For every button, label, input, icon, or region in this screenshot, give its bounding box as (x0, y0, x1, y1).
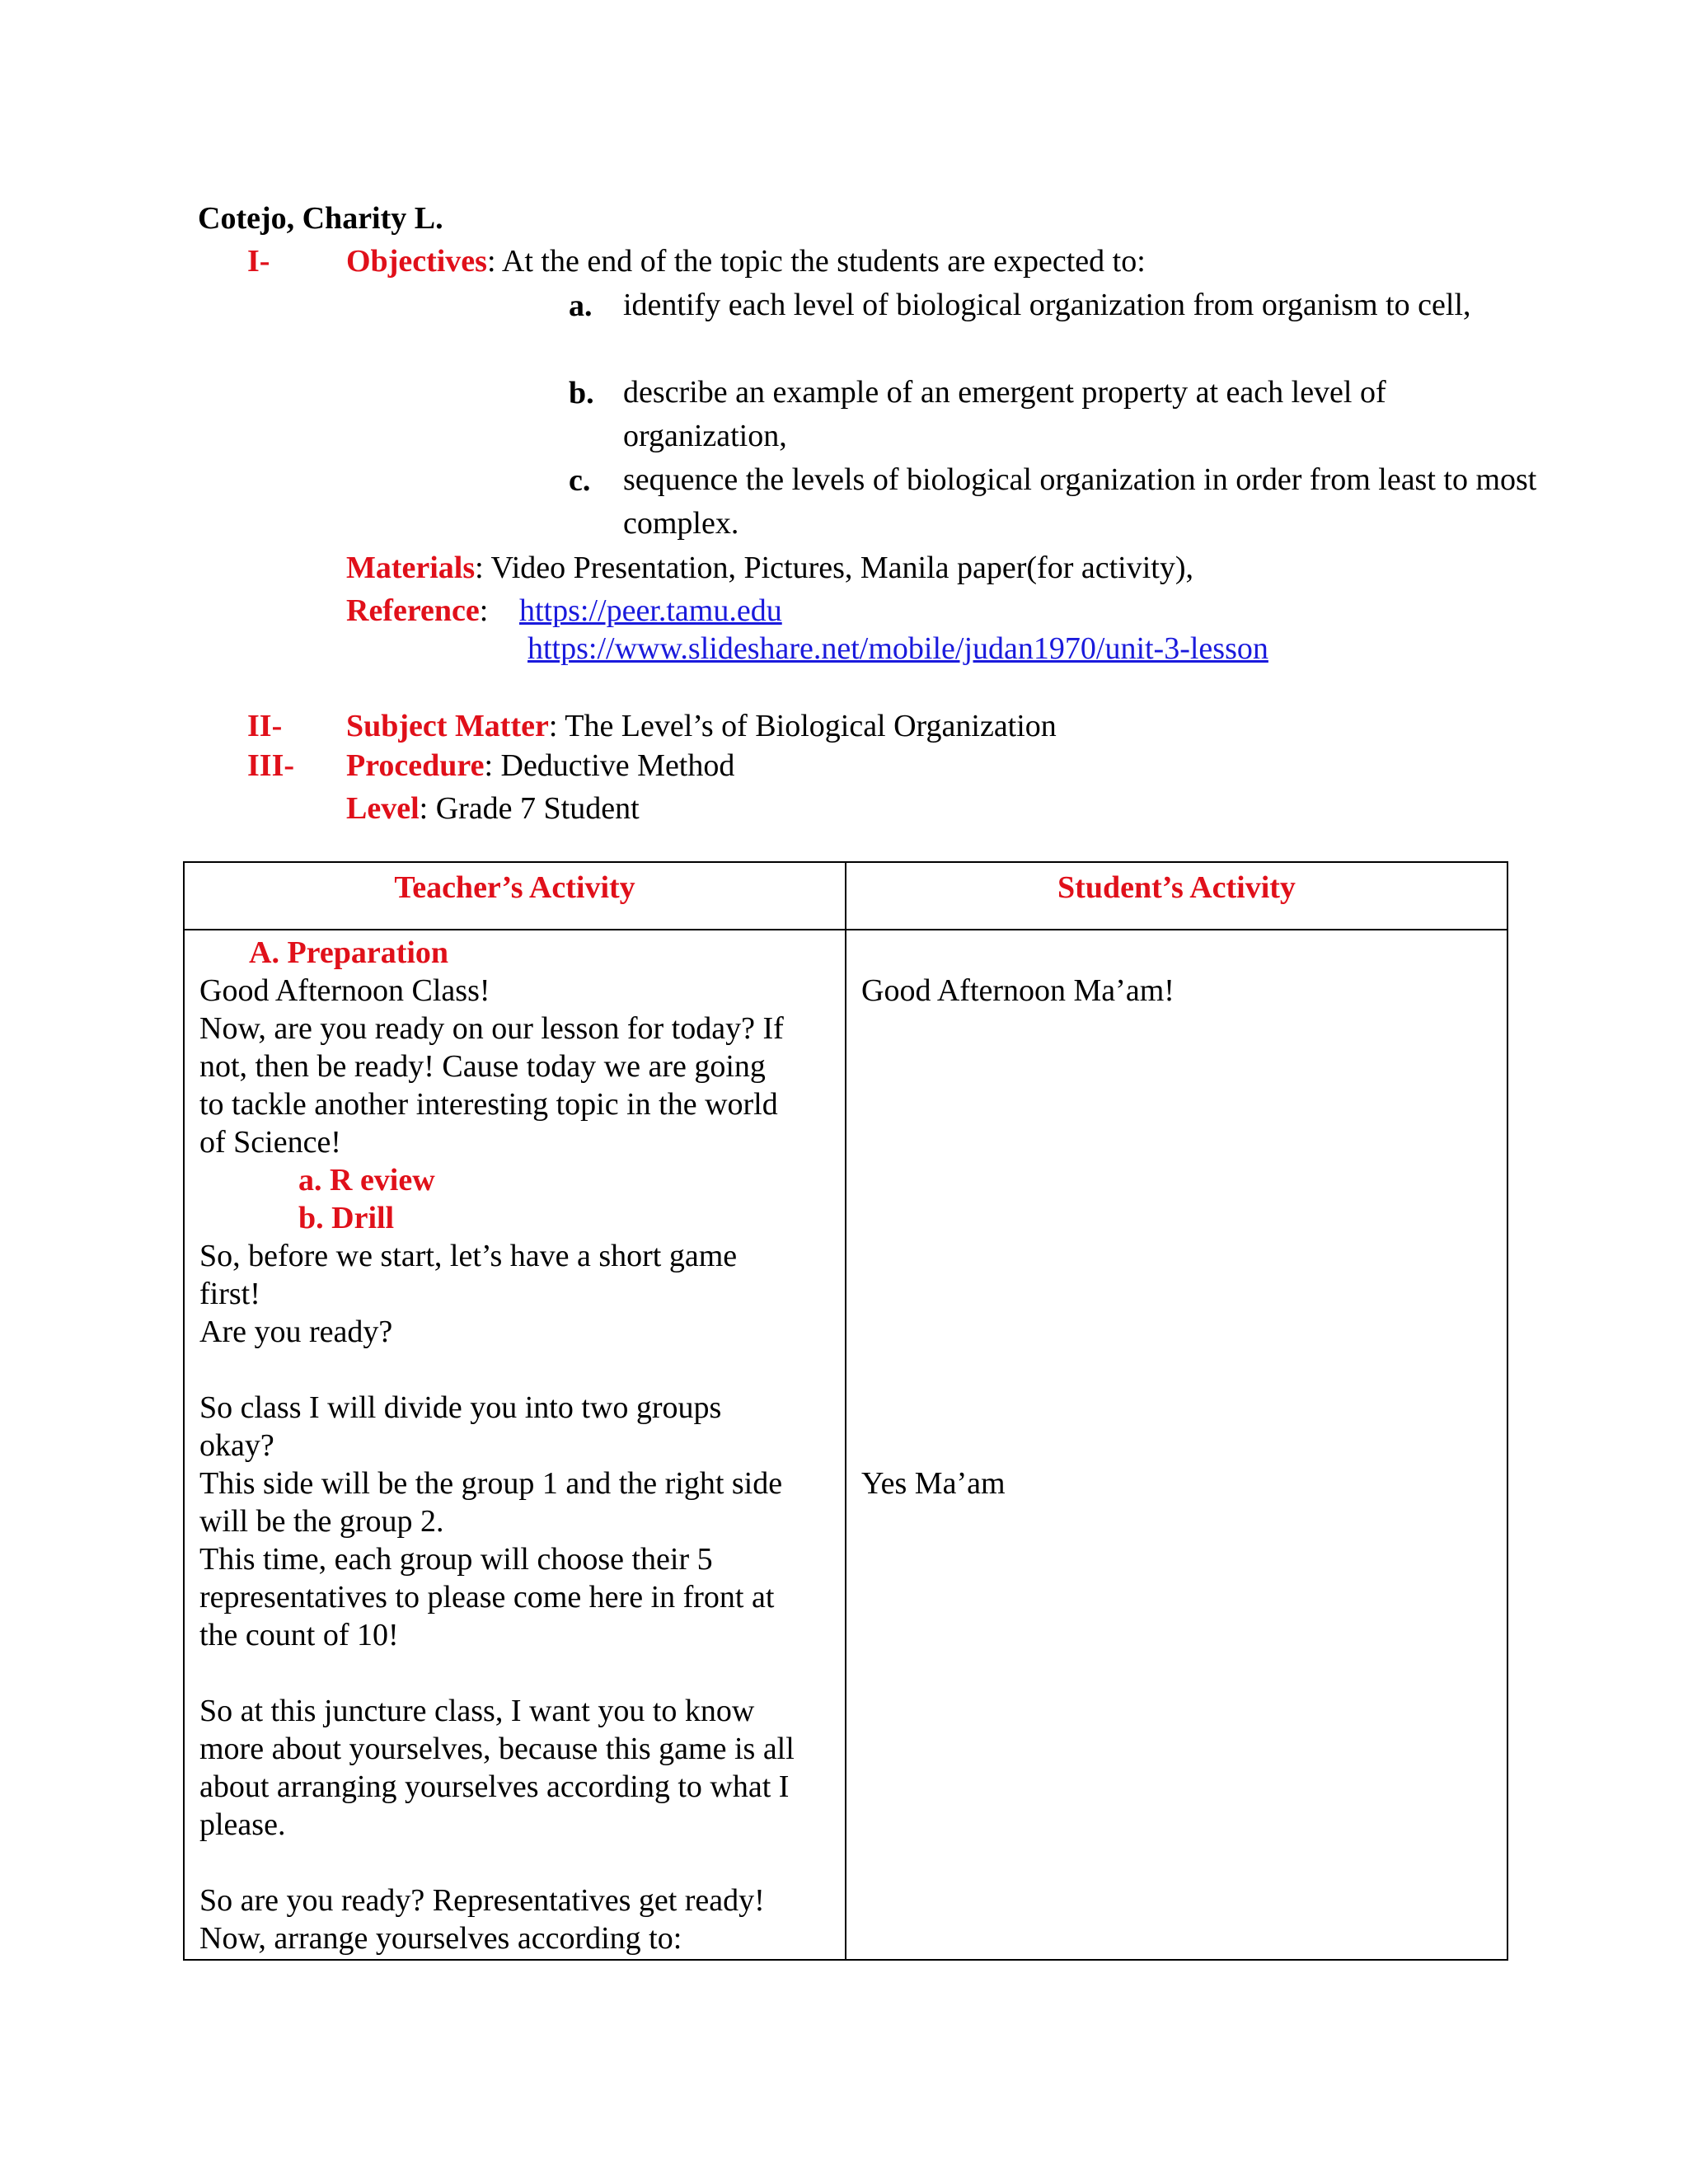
objective-letter: c. (569, 463, 591, 498)
level-label: Level (346, 791, 420, 826)
objective-text: identify each level of biological organization from organism to cell, (623, 288, 1471, 322)
author-name: Cotejo, Charity L. (198, 201, 443, 236)
objective-letter: b. (569, 376, 594, 410)
teacher-line: Now, are you ready on our lesson for today? If (199, 1011, 784, 1046)
activity-table (183, 861, 1508, 1961)
review-heading: a. R eview (298, 1163, 435, 1197)
subject-numeral: II- (247, 709, 283, 743)
teacher-line: This side will be the group 1 and the right side (199, 1466, 783, 1501)
teacher-line: Now, arrange yourselves according to: (199, 1921, 682, 1956)
objective-text: sequence the levels of biological organization in order from least to most complex. (623, 462, 1537, 541)
teacher-line: Are you ready? (199, 1315, 393, 1349)
teacher-line: This time, each group will choose their 5 (199, 1542, 713, 1577)
materials-line (346, 552, 1193, 583)
student-line: Yes Ma’am (861, 1466, 1006, 1501)
teacher-line: the count of 10! (199, 1618, 399, 1652)
teacher-line: not, then be ready! Cause today we are going (199, 1049, 766, 1084)
objectives-line (346, 246, 1146, 277)
student-line: Good Afternoon Ma’am! (861, 973, 1175, 1008)
teacher-line: more about yourselves, because this game is all (199, 1732, 795, 1766)
subject-label: Subject Matter (346, 709, 549, 743)
objective-letter: a. (569, 288, 593, 323)
drill-heading: b. Drill (298, 1201, 395, 1235)
teacher-activity-cell (184, 930, 846, 1960)
teacher-line: about arranging yourselves according to what I (199, 1769, 790, 1804)
reference-label: Reference (346, 593, 480, 628)
teacher-activity-header: Teacher’s Activity (184, 862, 846, 930)
teacher-line: So at this juncture class, I want you to know (199, 1694, 755, 1728)
materials-label: Materials (346, 551, 476, 585)
objectives-numeral: I- (247, 244, 270, 279)
procedure-label: Procedure (346, 748, 485, 783)
teacher-line: So, before we start, let’s have a short game (199, 1239, 738, 1273)
procedure-line (346, 750, 734, 781)
teacher-line: of Science! (199, 1125, 341, 1160)
reference-line (346, 595, 488, 626)
table-row (184, 930, 1507, 1960)
objective-text: describe an example of an emergent property at each level of organization, (623, 375, 1386, 453)
procedure-text: : Deductive Method (484, 748, 735, 783)
student-activity-cell (846, 930, 1507, 1960)
level-text: : Grade 7 Student (419, 791, 640, 826)
teacher-line: to tackle another interesting topic in the world (199, 1087, 778, 1122)
teacher-line: Good Afternoon Class! (199, 973, 490, 1008)
subject-text: : The Level’s of Biological Organization (548, 709, 1057, 743)
reference-link-peer[interactable]: https://peer.tamu.edu (519, 593, 782, 628)
student-activity-header: Student’s Activity (846, 862, 1507, 930)
objectives-intro: : At the end of the topic the students are expected to: (486, 244, 1146, 279)
preparation-heading: A. Preparation (249, 935, 449, 970)
materials-text: : Video Presentation, Pictures, Manila paper(for activity), (475, 551, 1193, 585)
teacher-line: representatives to please come here in front at (199, 1580, 775, 1615)
teacher-line: So are you ready? Representatives get ready! (199, 1883, 765, 1918)
teacher-line: first! (199, 1277, 260, 1311)
procedure-numeral: III- (247, 748, 295, 783)
teacher-line: So class I will divide you into two groups (199, 1390, 722, 1425)
teacher-line: will be the group 2. (199, 1504, 444, 1539)
level-line (346, 793, 640, 824)
reference-colon: : (479, 593, 489, 628)
subject-line (346, 710, 1057, 742)
teacher-line: please. (199, 1807, 286, 1842)
teacher-line: okay? (199, 1428, 274, 1463)
reference-link-slideshare[interactable]: https://www.slideshare.net/mobile/judan1970/unit-3-lesson (528, 631, 1268, 666)
objectives-label: Objectives (346, 244, 487, 279)
table-header-row (184, 862, 1507, 930)
